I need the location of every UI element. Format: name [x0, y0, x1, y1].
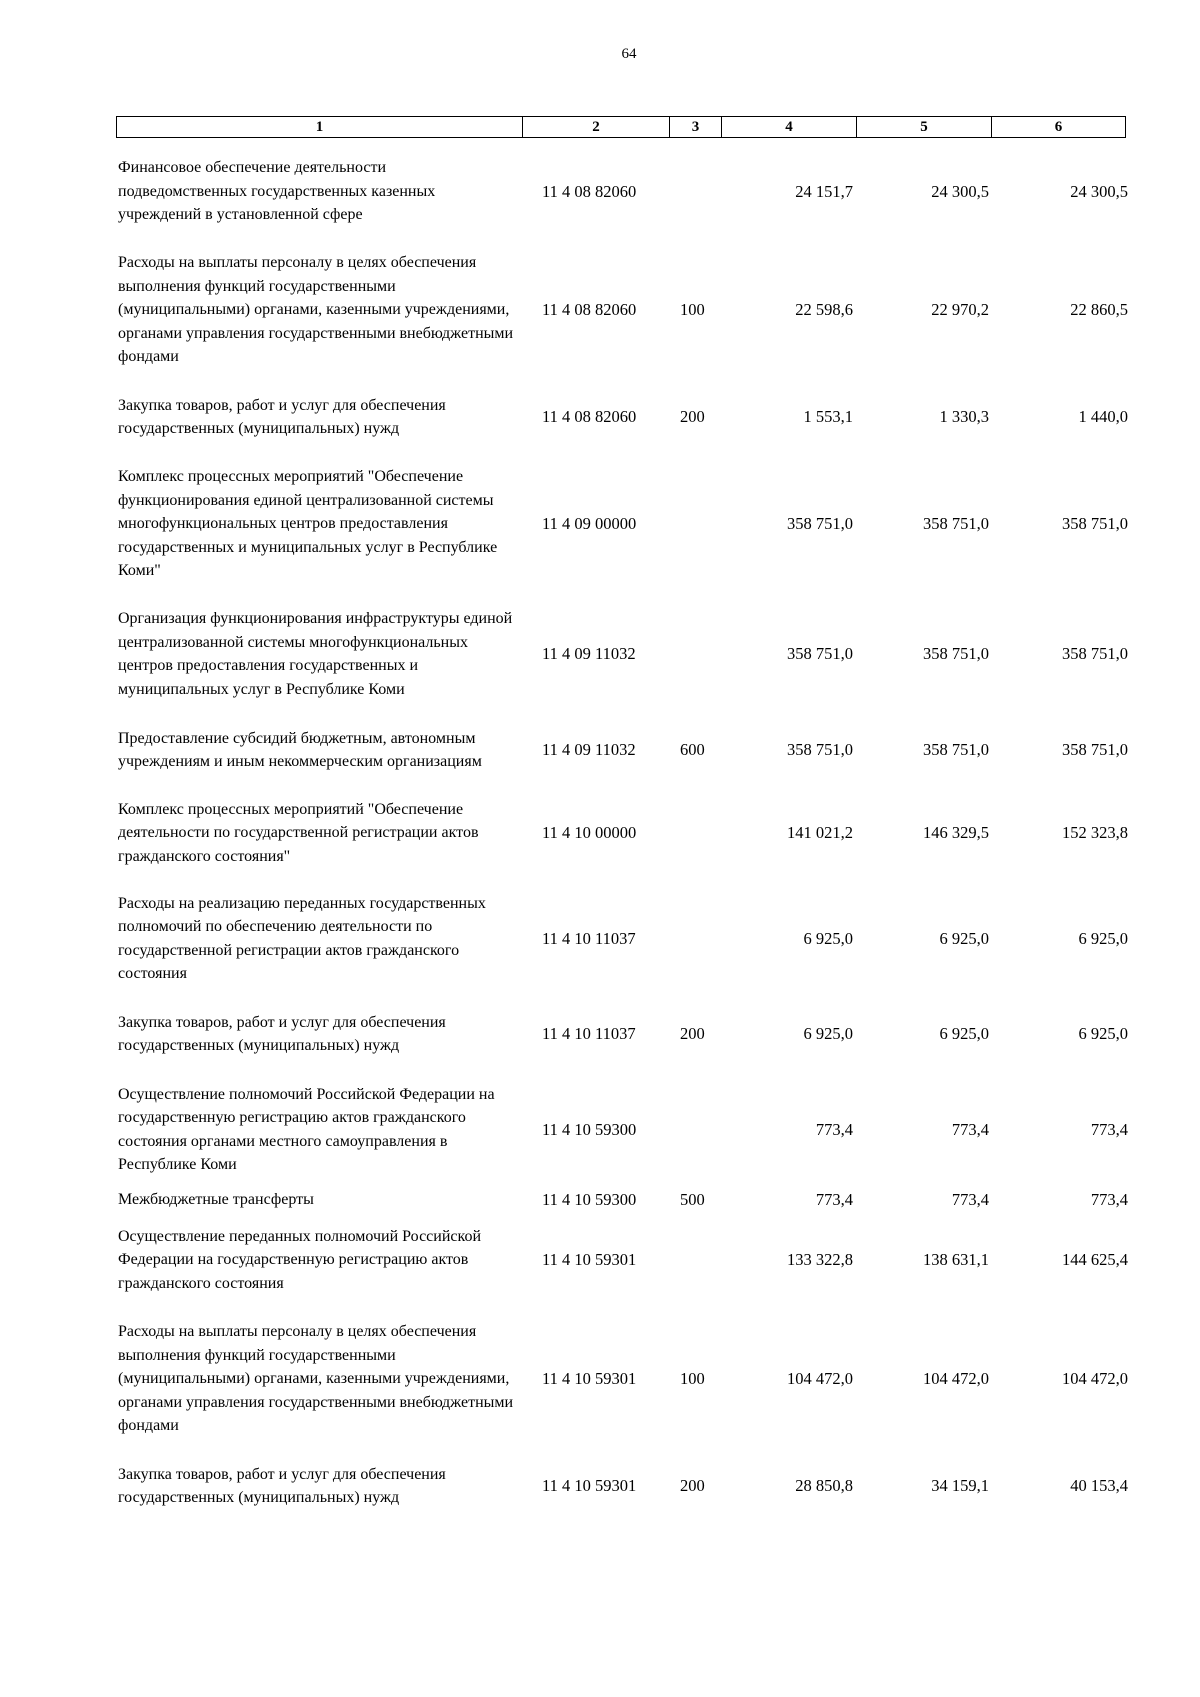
row-value-col6: 22 860,5 [1070, 300, 1128, 319]
row-code: 11 4 10 59300 [542, 1119, 637, 1139]
header-col-1: 1 [117, 117, 523, 138]
row-description: Закупка товаров, работ и услуг для обеспечения государственных (муниципальных) нужд [118, 1465, 446, 1506]
row-value-col4: 6 925,0 [803, 928, 853, 948]
row-description: Финансовое обеспечение деятельности подведомственных государственных казенных учреждений в установленной сфере [118, 159, 436, 224]
row-value-col5: 34 159,1 [931, 1476, 989, 1495]
row-value-col5: 773,4 [951, 1119, 989, 1139]
table-row [118, 714, 1128, 786]
row-value-col5: 24 300,5 [931, 181, 989, 201]
row-code: 11 4 08 82060 [542, 300, 637, 319]
row-value-col5: 1 330,3 [939, 407, 989, 426]
row-value-col4: 358 751,0 [787, 514, 853, 533]
table-row [118, 797, 1128, 869]
row-code: 11 4 08 82060 [542, 407, 637, 426]
row-value-col5: 6 925,0 [939, 1024, 989, 1043]
row-value-col5: 6 925,0 [939, 928, 989, 948]
column-header-table [116, 116, 1126, 138]
row-code: 11 4 09 11032 [542, 644, 636, 663]
row-value-col6: 358 751,0 [1062, 740, 1128, 759]
row-value-col4: 773,4 [815, 1190, 853, 1209]
page-number: 64 [621, 46, 637, 62]
row-value-col5: 358 751,0 [923, 514, 989, 533]
row-description: Организация функционирования инфраструктуры единой централизованной системы многофункциональных центров предоставления государственных и муниципальных услуг в Республике Коми [118, 610, 513, 698]
row-value-col6: 6 925,0 [1078, 928, 1128, 948]
table-row [118, 1462, 1128, 1510]
row-code: 11 4 10 59301 [542, 1250, 637, 1269]
row-value-col6: 358 751,0 [1062, 644, 1128, 663]
row-value-col6: 24 300,5 [1070, 181, 1128, 201]
row-description: Закупка товаров, работ и услуг для обеспечения государственных (муниципальных) нужд [118, 1013, 446, 1054]
row-value-col6: 358 751,0 [1062, 514, 1128, 533]
header-col-5: 5 [857, 117, 992, 138]
row-value-col4: 6 925,0 [803, 1024, 853, 1043]
row-value-col6: 773,4 [1090, 1190, 1128, 1209]
row-description: Расходы на выплаты персоналу в целях обеспечения выполнения функций государственными (муниципальными) органами, казенными учреждениями, органами управления государственными внебюджетными фондами [118, 254, 514, 366]
header-col-6: 6 [992, 117, 1126, 138]
row-expense-type: 200 [680, 1476, 705, 1495]
header-col-4: 4 [722, 117, 857, 138]
table-row [118, 465, 1128, 583]
table-row [118, 891, 1128, 986]
row-value-col4: 22 598,6 [795, 300, 853, 319]
row-value-col4: 104 472,0 [787, 1369, 853, 1388]
row-value-col4: 133 322,8 [787, 1250, 853, 1269]
row-description: Комплекс процессных мероприятий "Обеспечение деятельности по государственной регистрации актов гражданского состояния" [118, 800, 479, 865]
row-value-col4: 1 553,1 [803, 407, 853, 426]
row-description: Предоставление субсидий бюджетным, автономным учреждениям и иным некоммерческим организациям [118, 729, 482, 770]
row-code: 11 4 10 59301 [542, 1369, 637, 1388]
row-value-col4: 358 751,0 [787, 740, 853, 759]
table-row [118, 595, 1128, 713]
row-value-col5: 22 970,2 [931, 300, 989, 319]
row-expense-type: 100 [680, 300, 705, 319]
row-value-col4: 773,4 [815, 1119, 853, 1139]
table-row [118, 1320, 1128, 1438]
header-col-2: 2 [523, 117, 670, 138]
row-value-col6: 152 323,8 [1062, 823, 1128, 842]
table-row [118, 1224, 1128, 1296]
row-value-col5: 358 751,0 [923, 644, 989, 663]
row-description: Расходы на выплаты персоналу в целях обеспечения выполнения функций государственными (муниципальными) органами, казенными учреждениями, органами управления государственными внебюджетными фондами [118, 1323, 514, 1435]
row-description: Комплекс процессных мероприятий "Обеспечение функционирования единой централизованной системы многофункциональных центров предоставления государственных и муниципальных услуг в Республике Коми" [118, 468, 498, 580]
row-code: 11 4 09 00000 [542, 514, 637, 533]
row-expense-type: 200 [680, 1024, 705, 1043]
row-value-col4: 141 021,2 [787, 823, 853, 842]
row-description: Закупка товаров, работ и услуг для обеспечения государственных (муниципальных) нужд [118, 396, 446, 437]
row-value-col5: 104 472,0 [923, 1369, 989, 1388]
header-col-3: 3 [670, 117, 722, 138]
row-value-col6: 104 472,0 [1062, 1369, 1128, 1388]
row-description: Осуществление переданных полномочий Российской Федерации на государственную регистрацию актов гражданского состояния [118, 1227, 482, 1292]
row-value-col5: 358 751,0 [923, 740, 989, 759]
row-code: 11 4 08 82060 [542, 181, 637, 201]
row-value-col5: 773,4 [951, 1190, 989, 1209]
row-value-col4: 28 850,8 [795, 1476, 853, 1495]
row-value-col4: 24 151,7 [795, 181, 853, 201]
table-row [118, 1082, 1128, 1177]
row-description: Осуществление полномочий Российской Федерации на государственную регистрацию актов гражданского состояния органами местного самоуправления в Республике Коми [118, 1085, 495, 1173]
row-value-col6: 1 440,0 [1078, 407, 1128, 426]
row-value-col6: 144 625,4 [1062, 1250, 1128, 1269]
table-row [118, 1188, 1128, 1212]
row-expense-type: 600 [680, 740, 705, 759]
row-expense-type: 100 [680, 1369, 705, 1388]
row-code: 11 4 10 11037 [542, 928, 636, 948]
row-description: Межбюджетные трансферты [118, 1191, 314, 1209]
row-code: 11 4 10 11037 [542, 1024, 636, 1043]
row-value-col5: 138 631,1 [923, 1250, 989, 1269]
row-code: 11 4 10 59300 [542, 1190, 637, 1209]
row-value-col5: 146 329,5 [923, 823, 989, 842]
row-value-col6: 40 153,4 [1070, 1476, 1128, 1495]
row-expense-type: 200 [680, 407, 705, 426]
row-code: 11 4 09 11032 [542, 740, 636, 759]
row-expense-type: 500 [680, 1190, 705, 1209]
row-code: 11 4 10 00000 [542, 823, 637, 842]
row-code: 11 4 10 59301 [542, 1476, 637, 1495]
table-row [118, 393, 1128, 441]
row-value-col4: 358 751,0 [787, 644, 853, 663]
header-row [117, 117, 1126, 138]
row-value-col6: 6 925,0 [1078, 1024, 1128, 1043]
table-row [118, 251, 1128, 369]
row-description: Расходы на реализацию переданных государственных полномочий по обеспечению деятельности по государственной регистрации актов гражданского состояния [118, 894, 486, 982]
table-row [118, 1010, 1128, 1058]
row-value-col6: 773,4 [1090, 1119, 1128, 1139]
table-row [118, 156, 1128, 227]
